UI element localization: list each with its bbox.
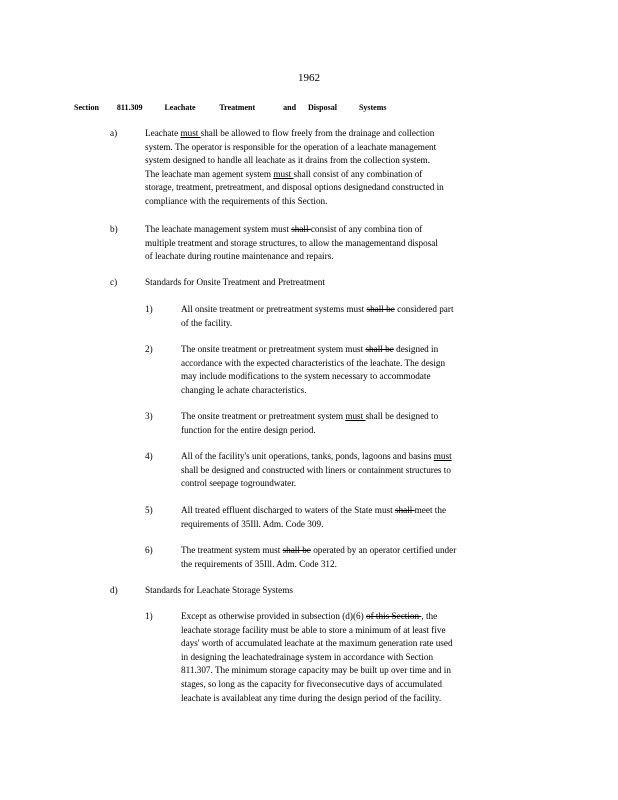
- inserted-text: must: [273, 168, 294, 179]
- text-line: [181, 303, 528, 317]
- inserted-text: must: [433, 451, 452, 461]
- text-run: shall be designed and constructed with liners or containment structures to: [181, 464, 451, 475]
- text-run: leachate storage facility must be able to store a minimum of at least five: [181, 624, 446, 635]
- item-c6-label: 6): [145, 545, 153, 555]
- text-run: days' worth of accumulated leachate at the maximum generation rate used: [181, 638, 453, 649]
- item-c2-label: 2): [145, 344, 153, 354]
- text-run: of leachate during routine maintenance and repairs.: [145, 251, 334, 262]
- text-run: may include modifications to the system necessary to accommodate: [181, 371, 431, 382]
- heading-word-4: Disposal: [308, 103, 337, 112]
- deleted-text: shall be: [365, 344, 394, 354]
- text-line: [145, 154, 537, 168]
- text-line: [145, 237, 525, 251]
- text-run: control seepage togroundwater.: [181, 478, 297, 489]
- text-line: [181, 410, 514, 424]
- inserted-text: must: [345, 411, 366, 421]
- item-b-text: [145, 223, 525, 264]
- text-run: leachate is availableat any time during the design period of the facility.: [181, 692, 442, 703]
- item-d-title: Standards for Leachate Storage Systems: [145, 585, 293, 595]
- text-run: All onsite treatment or pretreatment systems must: [181, 304, 367, 314]
- item-d1-text: [181, 610, 537, 705]
- text-line: [181, 464, 534, 478]
- deleted-text: of this Section: [365, 611, 422, 621]
- text-line: [181, 370, 526, 384]
- text-line: [181, 678, 537, 692]
- text-run: operated by an operator certified under: [310, 545, 457, 555]
- text-line: [181, 317, 528, 331]
- section-number: 811.309: [116, 103, 143, 112]
- text-line: [145, 168, 537, 182]
- text-line: [145, 141, 537, 155]
- text-run: The onsite treatment or pretreatment system: [181, 411, 346, 421]
- heading-word-3: and: [283, 103, 297, 112]
- item-a-text: [145, 127, 537, 209]
- deleted-text: shall: [291, 224, 311, 234]
- text-run: consist of any combina tion of: [310, 224, 423, 234]
- text-line: [181, 651, 537, 665]
- text-run: system. The operator is responsible for the operation of a leachate management: [145, 141, 437, 152]
- text-run: compliance with the requirements of this Section.: [145, 195, 328, 206]
- item-c1-text: [181, 303, 528, 330]
- text-line: [181, 544, 533, 558]
- text-line: [181, 637, 537, 651]
- text-run: , the: [421, 611, 438, 621]
- text-line: [181, 558, 533, 572]
- heading-word-5: Systems: [358, 103, 387, 112]
- text-run: the requirements of 35Ill. Adm. Code 312.: [181, 558, 337, 569]
- text-run: system designed to handle all leachate as it drains from the collection system.: [145, 155, 430, 166]
- text-line: [181, 477, 534, 491]
- text-line: [181, 624, 537, 638]
- item-c3-label: 3): [145, 411, 153, 421]
- text-run: 811.307. The minimum storage capacity may be built up over time and in: [181, 665, 451, 676]
- section-word: Section: [74, 103, 99, 112]
- item-c-label: c): [110, 277, 118, 287]
- section-heading: [74, 103, 403, 112]
- text-run: The leachate management system must: [145, 224, 292, 234]
- item-d1-label: 1): [145, 611, 153, 621]
- item-c4-text: [181, 450, 534, 491]
- text-line: [145, 181, 537, 195]
- text-run: requirements of 35Ill. Adm. Code 309.: [181, 518, 324, 529]
- text-run: function for the entire design period.: [181, 424, 316, 435]
- text-line: [181, 384, 526, 398]
- text-line: [145, 223, 525, 237]
- text-run: multiple treatment and storage structures, to allow the managementand disposal: [145, 237, 438, 248]
- text-run: shall consist of any combination of: [293, 168, 423, 179]
- item-a-label: a): [110, 128, 118, 138]
- text-line: [181, 518, 523, 532]
- text-line: [181, 450, 534, 464]
- text-run: meet the: [414, 505, 447, 515]
- text-run: The leachate man agement system: [145, 168, 274, 179]
- text-run: considered part: [394, 304, 454, 314]
- text-line: [181, 357, 526, 371]
- text-line: [181, 424, 514, 438]
- text-line: [145, 250, 525, 264]
- text-line: [145, 127, 537, 141]
- text-run: All of the facility's unit operations, tanks, ponds, lagoons and basins: [181, 451, 434, 461]
- heading-word-2: Treatment: [219, 103, 256, 112]
- deleted-text: shall be: [366, 304, 395, 314]
- text-line: [145, 195, 537, 209]
- item-b-label: b): [110, 224, 118, 234]
- text-run: in designing the leachatedrainage system in accordance with Section: [181, 651, 434, 662]
- item-c-title: Standards for Onsite Treatment and Pretreatment: [145, 277, 325, 287]
- item-d-label: d): [110, 585, 118, 595]
- text-line: [181, 692, 537, 706]
- text-line: [181, 664, 537, 678]
- text-run: changing le achate characteristics.: [181, 384, 307, 395]
- text-line: [181, 504, 523, 518]
- item-c4-label: 4): [145, 451, 153, 461]
- text-line: [181, 610, 537, 624]
- text-line: [181, 343, 526, 357]
- text-run: shall be designed to: [365, 411, 439, 421]
- text-run: stages, so long as the capacity for fiveconsecutive days of accumulated: [181, 678, 442, 689]
- item-c6-text: [181, 544, 533, 571]
- text-run: The onsite treatment or pretreatment system must: [181, 344, 366, 354]
- text-run: All treated effluent discharged to waters of the State must: [181, 505, 395, 515]
- text-run: Except as otherwise provided in subsection (d)(6): [181, 611, 366, 621]
- text-run: The treatment system must: [181, 545, 283, 555]
- text-run: designed in: [393, 344, 439, 354]
- text-run: storage, treatment, pretreatment, and disposal options designedand constructed in: [145, 182, 444, 193]
- text-run: of the facility.: [181, 317, 233, 328]
- item-c1-label: 1): [145, 304, 153, 314]
- deleted-text: shall be: [282, 545, 311, 555]
- inserted-text: must: [180, 128, 201, 138]
- item-c3-text: [181, 410, 514, 437]
- heading-word-1: Leachate: [164, 103, 196, 112]
- item-c5-text: [181, 504, 523, 531]
- page-number: 1962: [298, 72, 320, 84]
- text-run: shall be allowed to flow freely from the drainage and collection: [200, 128, 435, 138]
- deleted-text: shall: [394, 505, 415, 515]
- item-c2-text: [181, 343, 526, 397]
- text-run: accordance with the expected characteristics of the leachate. The design: [181, 357, 446, 368]
- item-c5-label: 5): [145, 505, 153, 515]
- text-run: Leachate: [145, 128, 181, 138]
